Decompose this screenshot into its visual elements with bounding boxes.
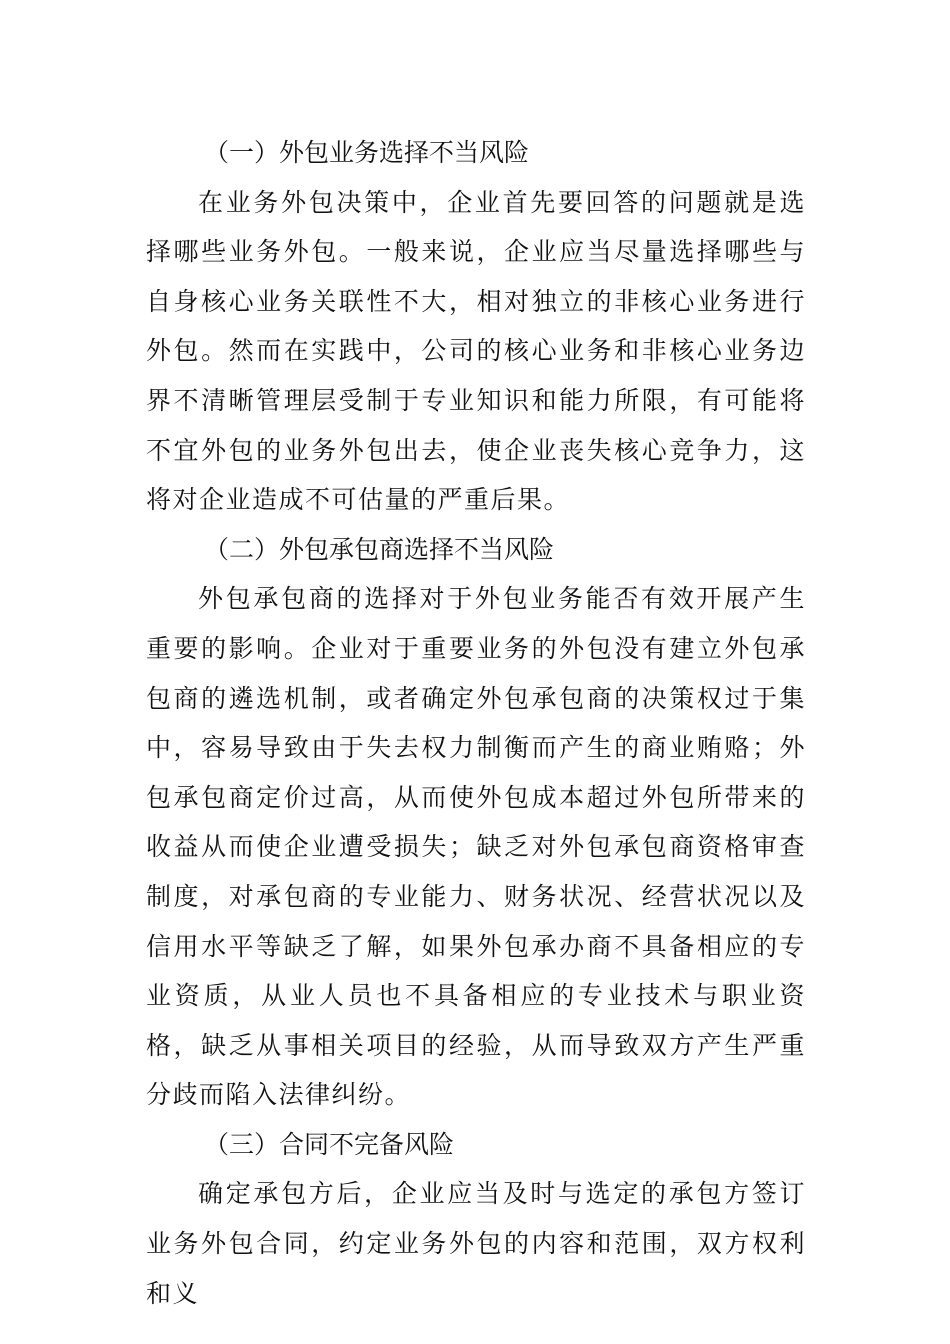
section-heading-1: （一）外包业务选择不当风险 [204,138,530,167]
section-paragraph-1: 在业务外包决策中，企业首先要回答的问题就是选择哪些业务外包。一般来说，企业应当尽量选择哪些与自身核心业务关联性不大，相对独立的非核心业务进行外包。然而在实践中，公司的核心业务和非核心业务边界不清晰管理层受制于专业知识和能力所限，有可能将不宜外包的业务外包出去，使企业丧失核心竞争力，这将对企业造成不可估量的严重后果。 [146,187,806,515]
section-heading-2: （二）外包承包商选择不当风险 [204,534,555,564]
section-paragraph-3: 确定承包方后，企业应当及时与选定的承包方签订业务外包合同，约定业务外包的内容和范围，双方权利和义 [146,1179,806,1308]
section-heading-3: （三）合同不完备风险 [204,1129,455,1159]
document-body [146,128,806,1318]
section-paragraph-2: 外包承包商的选择对于外包业务能否有效开展产生重要的影响。企业对于重要业务的外包没有建立外包承包商的遴选机制，或者确定外包承包商的决策权过于集中，容易导致由于失去权力制衡而产生的商业贿赂；外包承包商定价过高，从而使外包成本超过外包所带来的收益从而使企业遭受损失；缺乏对外包承包商资格审查制度，对承包商的专业能力、财务状况、经营状况以及信用水平等缺乏了解，如果外包承办商不具备相应的专业资质，从业人员也不具备相应的专业技术与职业资格，缺乏从事相关项目的经验，从而导致双方产生严重分歧而陷入法律纠纷。 [146,584,806,1110]
